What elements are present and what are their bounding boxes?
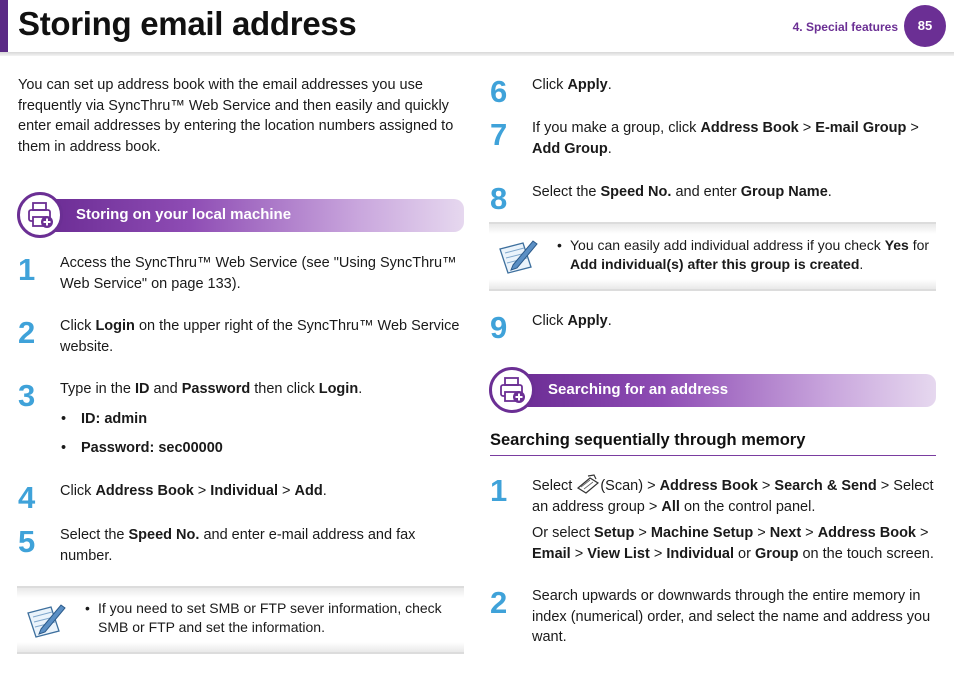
- header-accent-bar: [0, 0, 8, 52]
- note-pencil-icon: [25, 601, 67, 639]
- step-text: Click Apply.: [532, 313, 612, 329]
- step-text: Select the Speed No. and enter e-mail address and fax number.: [60, 527, 416, 564]
- step-text: If you make a group, click Address Book > E-mail Group > Add Group.: [532, 120, 919, 157]
- step-number: 8: [490, 181, 508, 216]
- section-heading-bar: [513, 374, 936, 407]
- note-box-smb: [17, 586, 464, 654]
- step-number: 9: [490, 310, 508, 345]
- section-heading-title: Storing on your local machine: [76, 206, 292, 223]
- step-number: 6: [490, 74, 508, 109]
- step-number: 4: [18, 480, 36, 515]
- step-number: 2: [18, 315, 36, 350]
- section-badge: [17, 192, 63, 238]
- bullet-password: • Password: sec00000: [81, 438, 223, 459]
- step-text: Select (Scan) > Address Book > Search & Send > Select an address group > All on the control panel.: [532, 474, 938, 517]
- note-pencil-icon: [497, 237, 539, 275]
- page-number-badge: 85: [904, 5, 946, 47]
- chapter-label: 4. Special features: [792, 20, 898, 34]
- step-text: Search upwards or downwards through the entire memory in index (numerical) order, and select the name and address you want.: [532, 588, 931, 645]
- intro-paragraph: You can set up address book with the email addresses you use frequently via SyncThru™ Web Service and then easily and quickly enter email addresses by entering the location numbers assigned to them in address book.: [18, 77, 454, 155]
- step-number: 1: [490, 473, 508, 508]
- step-number: 3: [18, 378, 36, 413]
- step-number: 5: [18, 524, 36, 559]
- scan-icon: [576, 474, 600, 494]
- note-box-group: [489, 222, 936, 291]
- section-heading-title: Searching for an address: [548, 381, 729, 398]
- step-number: 1: [18, 252, 36, 287]
- section-heading-bar: [41, 199, 464, 232]
- step-text: Click Address Book > Individual > Add.: [60, 483, 327, 499]
- printer-icon: [26, 201, 54, 229]
- step-text: Click Login on the upper right of the SyncThru™ Web Service website.: [60, 318, 460, 355]
- search-step-1-alt: Or select Setup > Machine Setup > Next > Address Book > Email > View List > Individual or Group on the touch screen.: [532, 525, 934, 562]
- header-divider: [0, 52, 954, 56]
- step-number: 2: [490, 585, 508, 620]
- section-badge: [489, 367, 535, 413]
- section-heading-storing: [17, 199, 464, 232]
- page-title: Storing email address: [18, 5, 357, 42]
- step-text: Type in the ID and Password then click Login.: [60, 381, 363, 397]
- printer-icon: [498, 376, 526, 404]
- bullet-id: • ID: admin: [81, 409, 147, 430]
- section-heading-searching: [489, 374, 936, 407]
- subheading-sequential-search: Searching sequentially through memory: [490, 429, 936, 456]
- note-text: • If you need to set SMB or FTP sever information, check SMB or FTP and set the information.: [98, 599, 463, 637]
- step-number: 7: [490, 117, 508, 152]
- step-text: Click Apply.: [532, 77, 612, 93]
- step-text: Select the Speed No. and enter Group Name.: [532, 184, 832, 200]
- note-text: • You can easily add individual address if you check Yes for Add individual(s) after this group is created.: [570, 236, 935, 274]
- step-text: Access the SyncThru™ Web Service (see "Using SyncThru™ Web Service" on page 133).: [60, 255, 457, 292]
